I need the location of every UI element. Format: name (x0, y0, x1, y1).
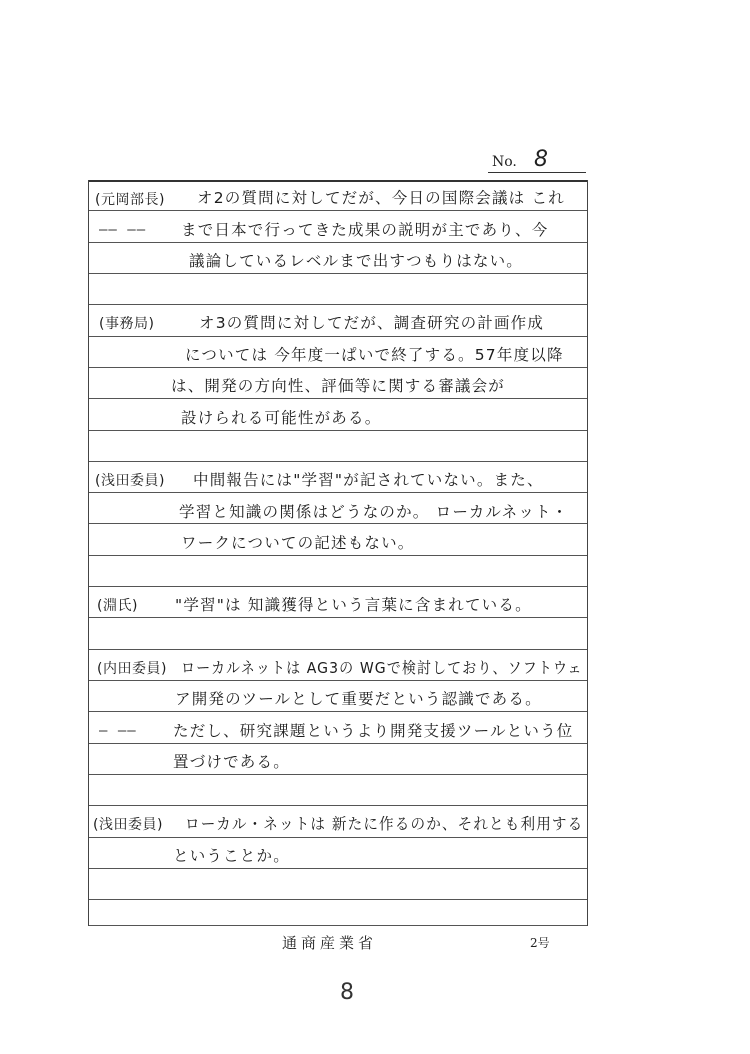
blank-dash: —— —— (99, 222, 147, 238)
form-rule (89, 242, 587, 243)
form-rule (89, 586, 587, 587)
form-rule (89, 461, 587, 462)
form-rule (89, 711, 587, 712)
form-top-rule (89, 180, 587, 182)
form-rule (89, 837, 587, 838)
form-rule (89, 555, 587, 556)
speaker-label: (事務局) (99, 316, 155, 332)
form-bottom-rule (89, 925, 587, 926)
minute-line: まで日本で行ってきた成果の説明が主であり、今 (181, 221, 549, 239)
form-rule (89, 680, 587, 681)
number-underline (488, 172, 586, 173)
form-rule (89, 774, 587, 775)
form-size-label: 2号 (530, 936, 550, 950)
minute-line: ローカルネットは AG3の WGで検討しており、ソフトウェ (181, 659, 583, 677)
minute-line: 置づけである。 (173, 753, 290, 771)
minute-line: 設けられる可能性がある。 (181, 409, 382, 427)
minute-line: "学習"は 知識獲得という言葉に含まれている。 (175, 596, 532, 614)
number-label: No. (492, 154, 517, 170)
number-value: 8 (534, 147, 548, 172)
minute-line: ただし、研究課題というより開発支援ツールという位 (173, 722, 574, 740)
minute-line: ワークについての記述もない。 (181, 534, 415, 552)
form-rule (89, 304, 587, 305)
form-rule (89, 805, 587, 806)
form-rule (89, 868, 587, 869)
blank-dash: — —— (99, 723, 137, 739)
form-rule (89, 743, 587, 744)
speaker-label: (淵氏) (97, 598, 138, 614)
speaker-label: (内田委員) (97, 661, 167, 677)
minute-line: については 今年度一ぱいで終了する。57年度以降 (185, 346, 564, 364)
form-rule (89, 523, 587, 524)
ministry-name: 通商産業省 (282, 934, 378, 952)
form-rule (89, 367, 587, 368)
minute-line: ということか。 (173, 847, 290, 865)
form-rule (89, 492, 587, 493)
speaker-label: (元岡部長) (95, 192, 165, 208)
minute-line: 中間報告には"学習"が記されていない。また、 (193, 471, 544, 489)
minute-line: は、開発の方向性、評価等に関する審議会が (171, 377, 506, 395)
form-rule (89, 336, 587, 337)
ruled-form (88, 180, 588, 926)
form-rule (89, 430, 587, 431)
form-rule (89, 210, 587, 211)
minute-line: ローカル・ネットは 新たに作るのか、それとも利用する (185, 815, 584, 833)
form-rule (89, 649, 587, 650)
speaker-label: (浅田委員) (95, 473, 165, 489)
page-number: 8 (340, 980, 354, 1005)
minute-line: オ3の質問に対してだが、調査研究の計画作成 (199, 314, 545, 332)
minute-line: 議論しているレベルまで出すつもりはない。 (189, 252, 524, 270)
form-rule (89, 273, 587, 274)
form-rule (89, 899, 587, 900)
minute-line: ア開発のツールとして重要だという認識である。 (175, 690, 542, 708)
speaker-label: (浅田委員) (93, 817, 163, 833)
form-rule (89, 617, 587, 618)
form-rule (89, 398, 587, 399)
minute-line: 学習と知識の関係はどうなのか。 ローカルネット・ (179, 503, 569, 521)
minute-line: オ2の質問に対してだが、今日の国際会議は これ (197, 189, 565, 207)
